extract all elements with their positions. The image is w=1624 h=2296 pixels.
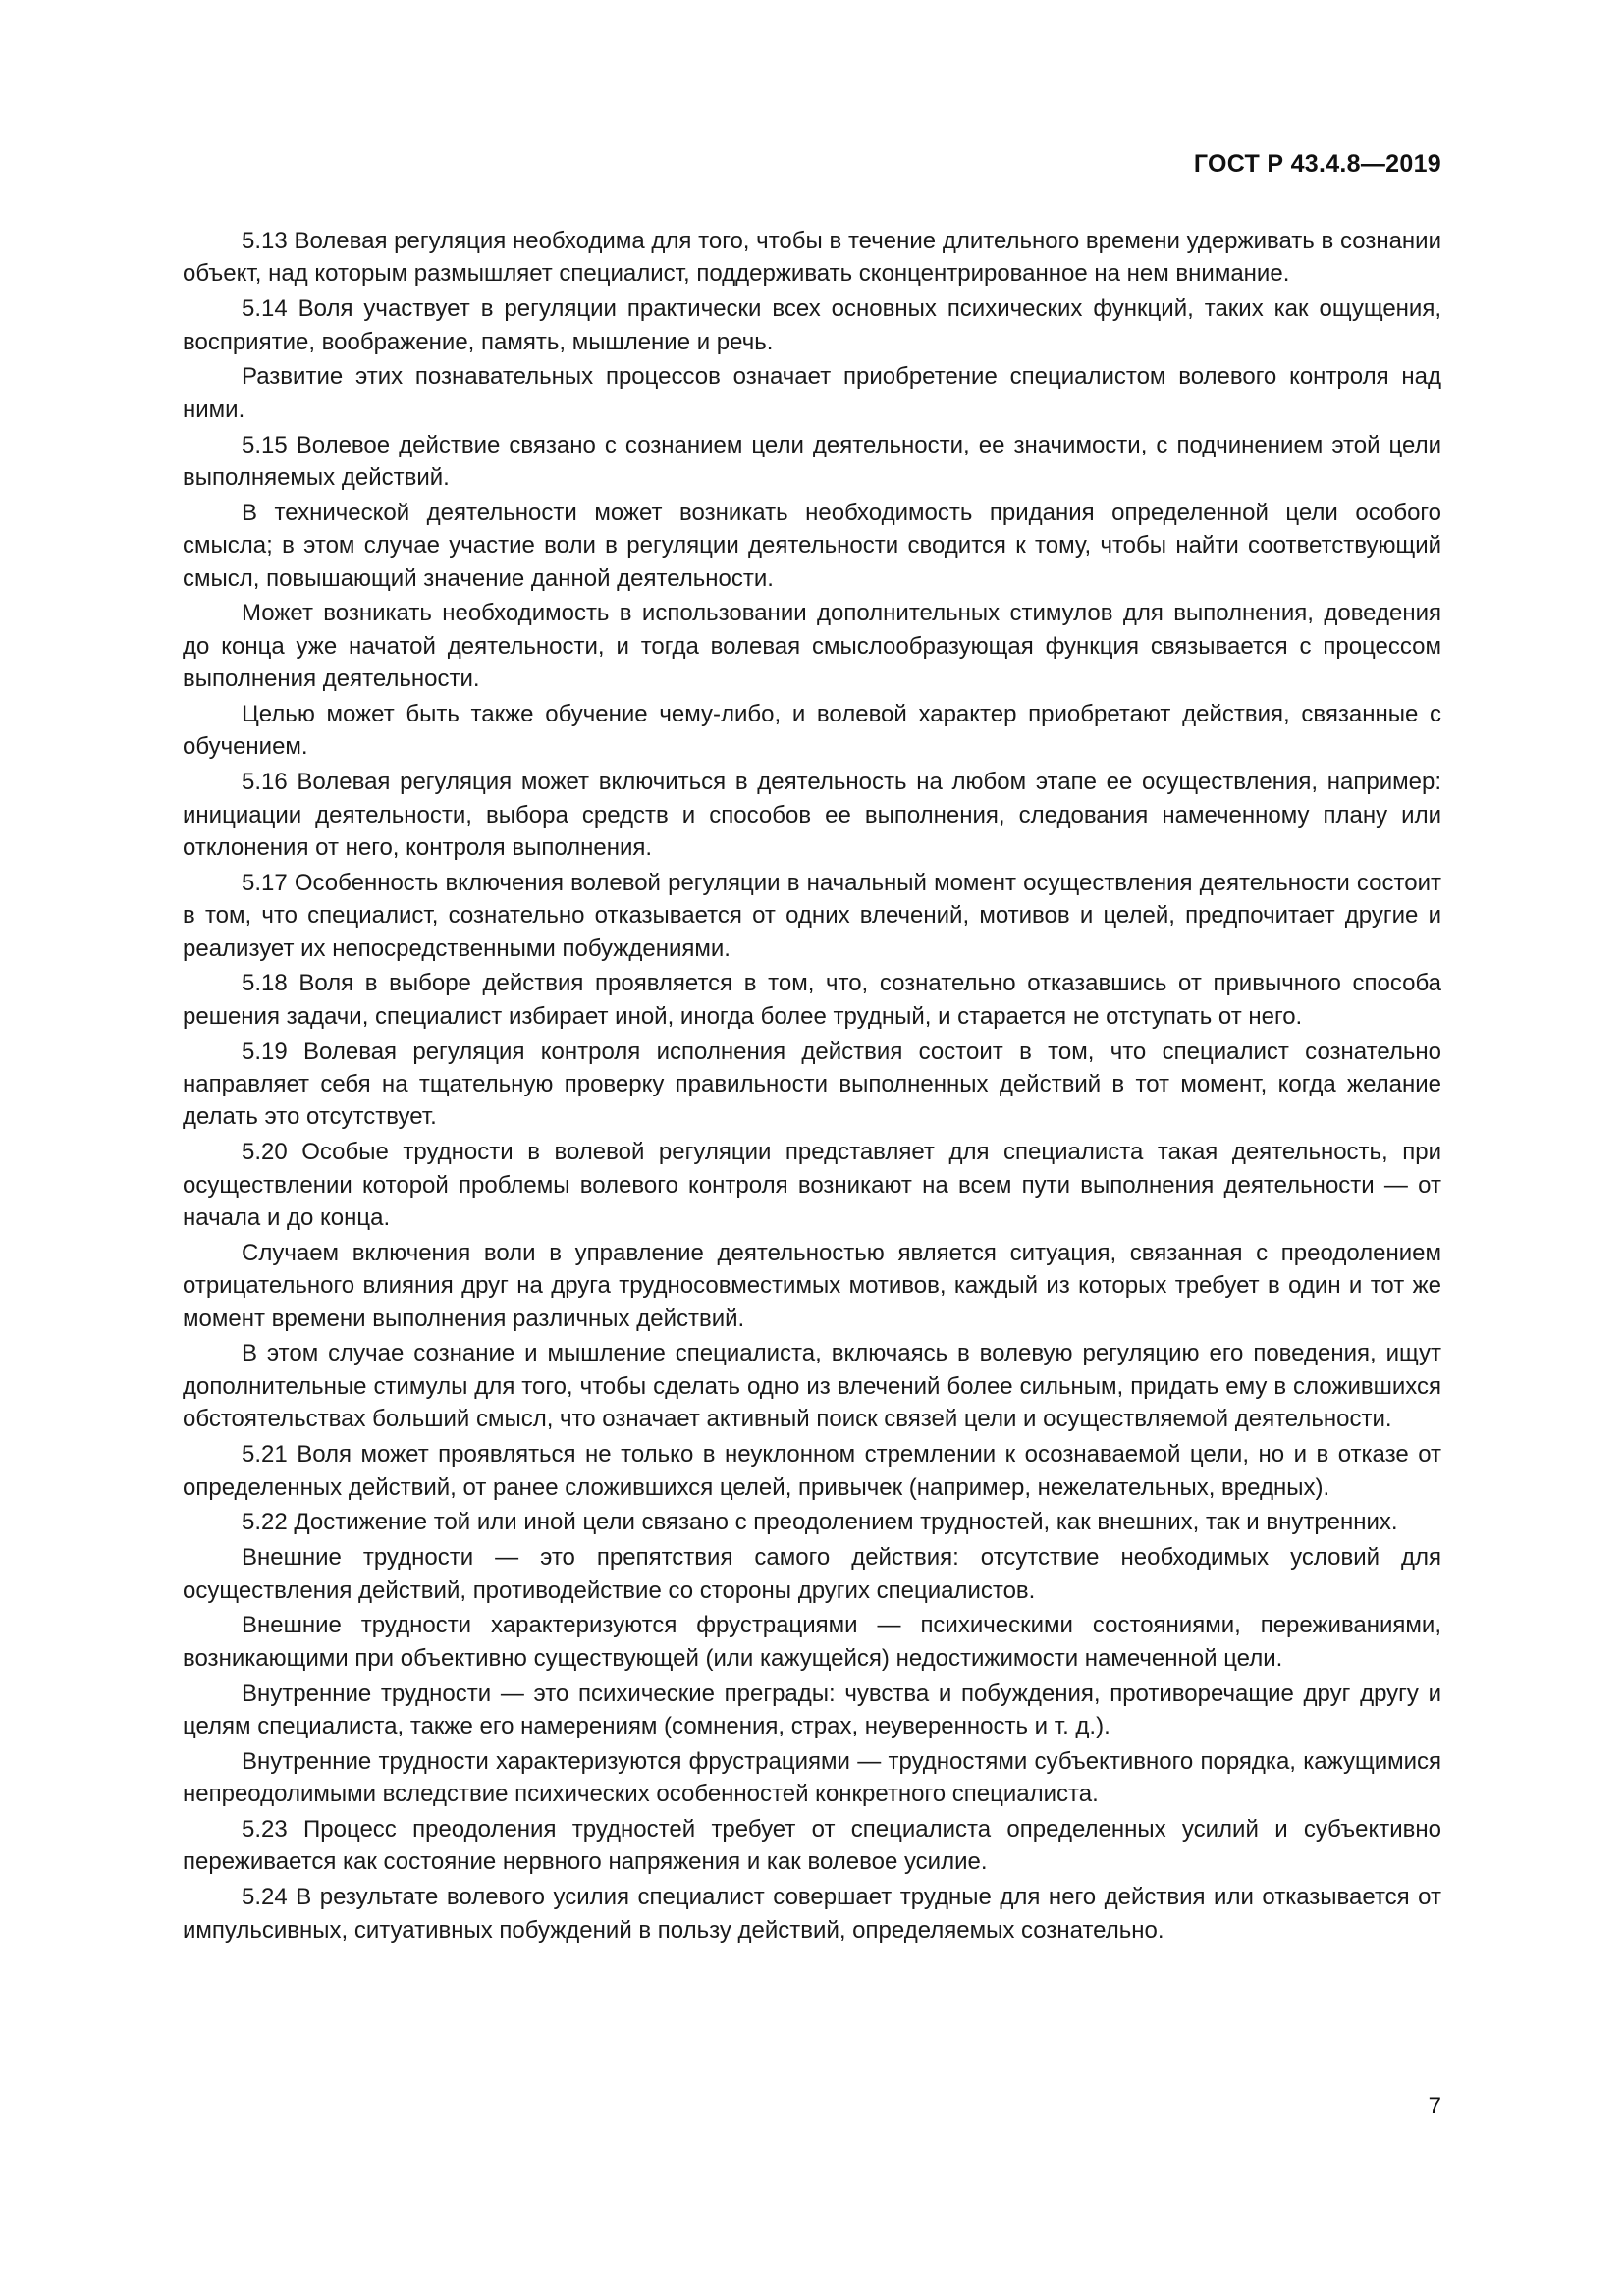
paragraph: Внешние трудности — это препятствия самого действия: отсутствие необходимых условий для осуществления действий, противодействие со стороны других специалистов. (183, 1544, 1441, 1604)
paragraph: 5.15 Волевое действие связано с сознанием цели деятельности, ее значимости, с подчинением этой цели выполняемых действий. (183, 431, 1441, 492)
paragraph: Случаем включения воли в управление деятельностью является ситуация, связанная с преодолением отрицательного влияния друг на друга трудносовместимых мотивов, каждый из которых требует в один и тот же момент времени выполнения различных действий. (183, 1239, 1441, 1332)
paragraph: 5.13 Волевая регуляция необходима для того, чтобы в течение длительного времени удерживать в сознании объект, над которым размышляет специалист, поддерживать сконцентрированное на нем внимание. (183, 228, 1441, 288)
paragraph: 5.24 В результате волевого усилия специалист совершает трудные для него действия или отказывается от импульсивных, ситуативных побуждений в пользу действий, определяемых сознательно. (183, 1884, 1441, 1944)
paragraph: В технической деятельности может возникать необходимость придания определенной цели особого смысла; в этом случае участие воли в регуляции деятельности сводится к тому, чтобы найти соответствующий смысл, повышающий значение данной деятельности. (183, 499, 1441, 592)
paragraph: Развитие этих познавательных процессов означает приобретение специалистом волевого контроля над ними. (183, 363, 1441, 423)
paragraph: 5.19 Волевая регуляция контроля исполнения действия состоит в том, что специалист сознательно направляет себя на тщательную проверку правильности выполненных действий в тот момент, когда желание делать это отсутствует. (183, 1038, 1441, 1131)
paragraph: 5.14 Воля участвует в регуляции практически всех основных психических функций, таких как ощущения, восприятие, воображение, память, мышление и речь. (183, 295, 1441, 355)
document-body (183, 225, 1441, 1949)
paragraph: Внутренние трудности характеризуются фрустрациями — трудностями субъективного порядка, кажущимися непреодолимыми вследствие психических особенностей конкретного специалиста. (183, 1747, 1441, 1808)
paragraph: Внутренние трудности — это психические преграды: чувства и побуждения, противоречащие друг другу и целям специалиста, также его намерениям (сомнения, страх, неуверенность и т. д.). (183, 1680, 1441, 1739)
paragraph: 5.22 Достижение той или иной цели связано с преодолением трудностей, как внешних, так и внутренних. (242, 1509, 1398, 1536)
paragraph: Может возникать необходимость в использовании дополнительных стимулов для выполнения, доведения до конца уже начатой деятельности, и тогда волевая смыслообразующая функция связывается с процессом выполнения деятельности. (183, 600, 1441, 693)
paragraph: 5.16 Волевая регуляция может включиться в деятельность на любом этапе ее осуществления, например: инициации деятельности, выбора средств и способов ее выполнения, следования намеченному плану или отклонения от него, контроля выполнения. (183, 769, 1441, 862)
paragraph: Целью может быть также обучение чему-либо, и волевой характер приобретают действия, связанные с обучением. (183, 701, 1441, 761)
paragraph: 5.20 Особые трудности в волевой регуляции представляет для специалиста такая деятельность, при осуществлении которой проблемы волевого контроля возникают на всем пути выполнения деятельности — от начала и до конца. (183, 1139, 1441, 1232)
paragraph: 5.18 Воля в выборе действия проявляется в том, что, сознательно отказавшись от привычного способа решения задачи, специалист избирает иной, иногда более трудный, и старается не отступать от него. (183, 970, 1441, 1030)
paragraph: 5.17 Особенность включения волевой регуляции в начальный момент осуществления деятельности состоит в том, что специалист, сознательно отказывается от одних влечений, мотивов и целей, предпочитает другие и реализует их непосредственными побуждениями. (183, 869, 1441, 962)
document-code-header: ГОСТ Р 43.4.8—2019 (1193, 150, 1441, 178)
paragraph: Внешние трудности характеризуются фрустрациями — психическими состояниями, переживаниями, возникающими при объективно существующей (или кажущейся) недостижимости намеченной цели. (183, 1612, 1441, 1672)
paragraph: В этом случае сознание и мышление специалиста, включаясь в волевую регуляцию его поведения, ищут дополнительные стимулы для того, чтобы сделать одно из влечений более сильным, придать ему в сложившихся обстоятельствах больший смысл, что означает активный поиск связей цели и осуществляемой деятельности. (183, 1340, 1441, 1433)
paragraph: 5.23 Процесс преодоления трудностей требует от специалиста определенных усилий и субъективно переживается как состояние нервного напряжения и как волевое усилие. (183, 1815, 1441, 1876)
paragraph: 5.21 Воля может проявляться не только в неуклонном стремлении к осознаваемой цели, но и в отказе от определенных действий, от ранее сложившихся целей, привычек (например, нежелательных, вредных). (183, 1441, 1441, 1501)
page-number: 7 (1428, 2093, 1441, 2119)
